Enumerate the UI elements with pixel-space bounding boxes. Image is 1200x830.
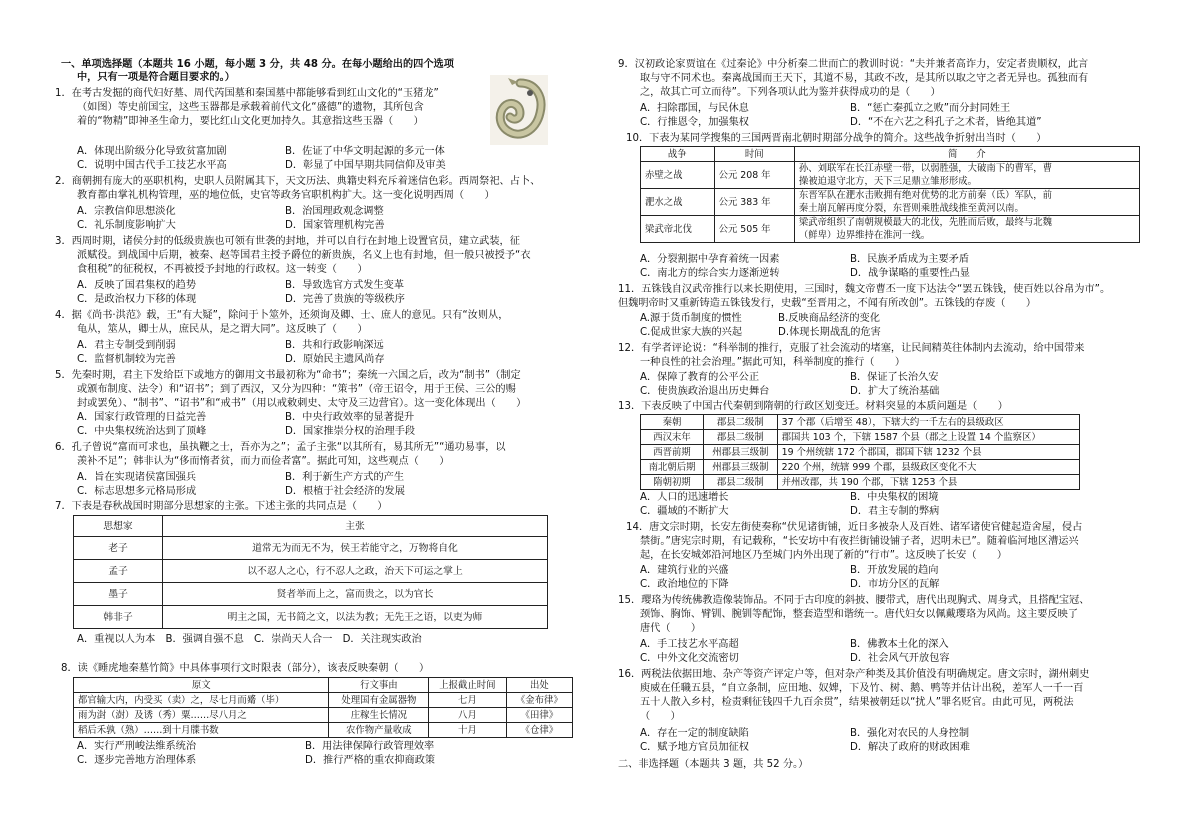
table-row <box>641 445 1080 460</box>
q4-line: 龟从，筮从，卿士从，庶民从，是之谓大同”。这反映了（ ） <box>77 324 368 335</box>
table-row <box>641 216 1140 243</box>
table-cell: 公元 383 年 <box>714 189 794 216</box>
q9-line: 9．汉初政论家贾谊在《过秦论》中分析秦二世而亡的教训时说：“夫并兼者高诈力，安定者贵顺权，此言 <box>618 59 1089 70</box>
q3-line: 派赋役。到战国中后期，被秦、赵等国君主授予爵位的新贵族，名义上也有封地，但一般只被授予“衣 <box>77 250 531 261</box>
cell-line: 东晋军队在淝水击败拥有绝对优势的北方前秦（氐）军队，前 <box>798 190 1052 201</box>
q14-option-b[interactable]: B．开放发展的趋向 <box>850 565 939 576</box>
q11-option-c[interactable]: C.促成世家大族的兴起 <box>640 327 743 338</box>
table-cell: 贤者举而上之，富而贵之，以为官长 <box>163 583 548 606</box>
section1-title-cont: 中，只有一项是符合题目要求的。） <box>77 72 235 83</box>
q1-option-a[interactable]: A．体现出阶级分化导致贫富加剧 <box>77 146 227 157</box>
q5-option-c[interactable]: C．中央集权统治达到了顶峰 <box>77 426 207 437</box>
q10-option-b[interactable]: B．民族矛盾成为主要矛盾 <box>850 254 970 265</box>
table-cell: 墨子 <box>74 583 163 606</box>
table-cell: 以不忍人之心，行不忍人之政，治天下可运之掌上 <box>163 560 548 583</box>
table-cell: 七月 <box>429 693 506 708</box>
cell-line: 操被迫退守北方，天下三足鼎立雏形形成。 <box>798 176 977 187</box>
table-row <box>74 708 573 723</box>
q9-option-b[interactable]: B．“惩亡秦孤立之败”而分封同姓王 <box>850 103 1011 114</box>
table-header-row <box>74 516 548 537</box>
table-row <box>74 560 548 583</box>
q5-line: 或颁布制度、法令）和“诏书”；到了西汉，又分为四种：“策书”（帝王诏令，用于王侯、三公的赐 <box>77 384 516 395</box>
table-cell: 《仓律》 <box>506 723 572 738</box>
q16-line: （ ） <box>640 711 681 722</box>
table-cell: 郡县二级制 <box>704 415 778 430</box>
q8-stem: 8．读《睡虎地秦墓竹简》中具体事项行文时限表（部分），该表反映秦朝（ ） <box>61 663 430 674</box>
q10-stem: 10．下表为某同学搜集的三国两晋南北朝时期部分战争的简介。这些战争折射出当时（ ） <box>626 133 1047 144</box>
table-cell: 处理国有金属器物 <box>329 693 429 708</box>
q15-line: 15．璎珞为传统佛教造像装饰品。不同于古印度的斜披、腰带式，唐代出现胸式、周身式，且搭配宝冠、 <box>618 595 1090 606</box>
table-cell: 都官输大内，内受买（卖）之，尽七月而觱（毕） <box>74 693 329 708</box>
section1-title: 一、单项选择题（本题共 16 小题，每小题 3 分，共 48 分。在每小题给出的四个选项 <box>61 59 454 70</box>
table-row <box>74 537 548 560</box>
q9-line: 之，故其亡可立而待”。下列各项认此为鉴并获得成功的是（ ） <box>640 87 941 98</box>
q14-line: 14．唐文宗时期，长安左街使奏称“伏见诸街铺，近日多被杂人及百姓、诸军诸使官健起造舍屋，侵占 <box>626 522 1083 533</box>
q5-option-d[interactable]: D．国家推崇分权的治理手段 <box>285 426 416 437</box>
cell-line: 梁武帝组织了南朝规模最大的北伐，先胜而后败，最终与北魏 <box>798 217 1052 228</box>
q11-option-b[interactable]: B.反映商品经济的变化 <box>778 313 880 324</box>
q7-options[interactable]: A．重视以人为本 B．强调自强不息 C．崇尚天人合一 D．关注现实政治 <box>77 634 422 645</box>
table-row <box>641 460 1080 475</box>
q15-line: 唐代（ ） <box>640 623 702 634</box>
q13-option-d[interactable]: D．君主专制的弊病 <box>850 506 940 517</box>
table-cell: 37 个郡（后增至 48），下辖大约一千左右的县级政区 <box>777 415 1079 430</box>
q13-stem: 13．下表反映了中国古代秦朝到隋朝的行政区划变迁。材料突显的本质问题是（ ） <box>618 401 1008 412</box>
q8-option-b[interactable]: B．用法律保障行政管理效率 <box>305 741 435 752</box>
table-cell: 19 个州统辖 172 个郡国，郡国下辖 1232 个县 <box>777 445 1079 460</box>
table-cell <box>794 162 1139 189</box>
q3-line: 3．西周时期，诸侯分封的低级贵族也可领有世袭的封地，并可以自行在封地上设置官员，建立武装，征 <box>55 236 520 247</box>
cell-line: 秦土崩瓦解再度分裂，东晋则乘胜战线推至黄河以南。 <box>798 203 1024 214</box>
q9-option-d[interactable]: D．“不在六艺之科孔子之术者，皆绝其道” <box>850 117 1042 128</box>
q2-option-a[interactable]: A．宗教信仰思想淡化 <box>77 206 176 217</box>
q3-line: 食租税”的征税权，不再被授予封地的行政权。这一转变（ ） <box>77 264 368 275</box>
table-header-cell: 原文 <box>74 678 329 693</box>
table-cell: 明主之国，无书简之文，以法为教；无先王之语，以吏为师 <box>163 606 548 629</box>
q5-line: 5．先秦时期，君主下发给臣下或地方的御用文书最初称为“命书”；秦统一六国之后，改为“制书”（制定 <box>55 370 521 381</box>
table-row <box>641 189 1140 216</box>
table-row <box>641 162 1140 189</box>
q12-option-d[interactable]: D．扩大了统治基础 <box>850 386 940 397</box>
q3-option-c[interactable]: C．是政治权力下移的体现 <box>77 294 197 305</box>
q1-line: （如图）等史前国宝，这些玉器都是承载着前代文化“盛德”的遗物，其所包含 <box>77 102 424 113</box>
q11-line: 但魏明帝时又重新铸造五铢钱发行，史载“至晋用之，不闻有所改创”。五铢钱的存废（ ） <box>618 298 1037 309</box>
q15-option-a[interactable]: A．手工技艺水平高超 <box>640 639 739 650</box>
q9-option-a[interactable]: A．扫除郡国，与民休息 <box>640 103 749 114</box>
q1-option-b[interactable]: B．佐证了中华文明起源的多元一体 <box>285 146 445 157</box>
q10-option-a[interactable]: A．分裂割据中孕育着统一因素 <box>640 254 780 265</box>
q6-line: 羡补不足”；韩非认为“侈而惰者贫，而力而俭者富”。据此可知，这些观点（ ） <box>77 456 450 467</box>
q8-option-d[interactable]: D．推行严格的重农抑商政策 <box>305 755 436 766</box>
q14-option-a[interactable]: A．建筑行业的兴盛 <box>640 565 729 576</box>
q9-option-c[interactable]: C．行推恩令，加强集权 <box>640 117 749 128</box>
q12-line: 一种良性的社会治理。”据此可知，科举制度的推行（ ） <box>640 357 906 368</box>
table-cell: 公元 208 年 <box>714 162 794 189</box>
q14-line: 禁街。”唐宪宗时期，有记载称，“长安坊中有夜拦街铺设铺子者，迟明未已”。随着临河地区漕运兴 <box>640 536 1079 547</box>
q8-option-a[interactable]: A．实行严刑峻法维系统治 <box>77 741 197 752</box>
table-cell: 淝水之战 <box>641 189 715 216</box>
q1-line: 着的“物精”即神圣生命力，要比红山文化更加持久。其意指这些玉器（ ） <box>77 116 424 127</box>
table-cell <box>794 189 1139 216</box>
q11-line: 11．五铢钱自汉武帝推行以来长期使用，三国时，魏文帝曹丕一度下达法令“罢五铢钱，使百姓以谷帛为市”。 <box>618 284 1111 295</box>
q1-line: 1．在考古发掘的商代妇好墓、周代芮国墓和秦国墓中都能够看到红山文化的“玉猪龙” <box>55 88 439 99</box>
cell-line: 孙、刘联军在长江赤壁一带，以弱胜强，大破南下的曹军，曹 <box>798 163 1052 174</box>
q2-option-b[interactable]: B．治国理政观念调整 <box>285 206 384 217</box>
q15-option-b[interactable]: B．佛教本土化的深入 <box>850 639 949 650</box>
table-cell: 稻后禾孰（熟）……到十月牒书数 <box>74 723 329 738</box>
table-header-cell: 出处 <box>506 678 572 693</box>
cell-line: （鲜卑）边界维持在淮河一线。 <box>798 230 931 241</box>
q13-option-b[interactable]: B．中央集权的困境 <box>850 492 939 503</box>
table-row <box>641 430 1080 445</box>
table-cell: 西汉末年 <box>641 430 704 445</box>
table-cell: 老子 <box>74 537 163 560</box>
table-header-row <box>641 147 1140 162</box>
table-cell: 南北朝后期 <box>641 460 704 475</box>
q3-option-b[interactable]: B．导致选官方式发生变革 <box>285 280 405 291</box>
q15-option-c[interactable]: C．中外文化交流密切 <box>640 653 739 664</box>
table-cell: 梁武帝北伐 <box>641 216 715 243</box>
q11-option-d[interactable]: D.体现长期战乱的危害 <box>778 327 881 338</box>
table-header-cell: 简 介 <box>794 147 1139 162</box>
q4-option-d[interactable]: D．原始民主遗风尚存 <box>285 354 385 365</box>
q3-option-a[interactable]: A．反映了国君集权的趋势 <box>77 280 197 291</box>
table-cell: 赤壁之战 <box>641 162 715 189</box>
table-header-cell: 思想家 <box>74 516 163 537</box>
table-cell: 农作物产量收成 <box>329 723 429 738</box>
q13-option-c[interactable]: C．疆域的不断扩大 <box>640 506 729 517</box>
q6-line: 6．孔子曾说“富而可求也，虽执鞭之士，吾亦为之”；孟子主张“以其所有，易其所无”“通功易事，以 <box>55 442 506 453</box>
table-header-cell: 上报截止时间 <box>429 678 506 693</box>
q15-option-d[interactable]: D．社会风气开放包容 <box>850 653 950 664</box>
q1-option-c[interactable]: C．说明中国古代手工技艺水平高 <box>77 160 227 171</box>
q14-option-c[interactable]: C．政治地位的下降 <box>640 579 729 590</box>
table-cell: 220 个州，统辖 999 个郡，县级政区变化不大 <box>777 460 1079 475</box>
q12-line: 12．有学者评论说：“科举制的推行，克服了社会流动的堵塞，让民间精英往体制内去流动，给中国带来 <box>618 343 1085 354</box>
table-cell: 《田律》 <box>506 708 572 723</box>
q14-line: 起，在长安城郊沿河地区乃至城门内外出现了新的“行市”。这反映了长安（ ） <box>640 550 1008 561</box>
table-header-row <box>74 678 573 693</box>
table-row <box>641 415 1080 430</box>
table-header-cell: 行文事由 <box>329 678 429 693</box>
q2-line: 2．商朝拥有庞大的巫职机构，史职人员附属其下，天文历法、典籍史料充斥着迷信色彩。西周祭祀、占卜、 <box>55 176 541 187</box>
table-row <box>641 475 1080 490</box>
q16-option-c[interactable]: C．赋予地方官员加征权 <box>640 742 749 753</box>
q16-option-a[interactable]: A．存在一定的制度缺陷 <box>640 728 749 739</box>
table-cell: 雨为湗（澍）及诱（秀）粟……尽八月之 <box>74 708 329 723</box>
q16-line: 庾威在任職五县，“自立条制，应田地、奴婢，下及竹、树、鹅、鸭等并估计出税，差军人一千一百 <box>640 683 1084 694</box>
q10-option-c[interactable]: C．南北方的综合实力逐渐逆转 <box>640 268 780 279</box>
q11-option-a[interactable]: A.源于货币制度的惯性 <box>640 313 742 324</box>
table-cell: 西晋前期 <box>641 445 704 460</box>
q8-table <box>73 677 573 738</box>
table-header-cell: 战争 <box>641 147 715 162</box>
table-cell: 隋朝初期 <box>641 475 704 490</box>
q15-line: 颈饰、胸饰、臂钏、腕钏等配饰，整套造型和谐统一。唐代妇女以佩戴璎珞为风尚。这主要反映了 <box>640 609 1079 620</box>
q7-stem: 7．下表是春秋战国时期部分思想家的主张。下述主张的共同点是（ ） <box>55 501 388 512</box>
q2-option-c[interactable]: C．礼乐制度影响扩大 <box>77 220 176 231</box>
q2-option-d[interactable]: D．国家管理机构完善 <box>285 220 385 231</box>
q7-table <box>73 515 548 629</box>
q12-option-b[interactable]: B．保证了长治久安 <box>850 372 939 383</box>
q8-option-c[interactable]: C．逐步完善地方治理体系 <box>77 755 197 766</box>
q13-table <box>640 414 1080 490</box>
table-cell <box>794 216 1139 243</box>
table-row <box>74 583 548 606</box>
table-cell: 郡县二级制 <box>704 430 778 445</box>
table-cell: 十月 <box>429 723 506 738</box>
table-cell: 公元 505 年 <box>714 216 794 243</box>
table-cell: 并州改郡，共 190 个郡，下辖 1253 个县 <box>777 475 1079 490</box>
q6-option-c[interactable]: C．标志思想多元格局形成 <box>77 486 197 497</box>
q16-line: 16．两税法依据田地、杂产等资产评定户等，但对杂产种类及其价值没有明确规定。唐文宗时，湖州刺史 <box>618 669 1090 680</box>
table-cell: 道常无为而无不为，侯王若能守之，万物将自化 <box>163 537 548 560</box>
q12-option-c[interactable]: C．使贵族政治退出历史舞台 <box>640 386 770 397</box>
q5-line: 封或罢免）、“制书”、“诏书”和“戒书”（用以戒敕刺史、太守及三边营官）。这一变化体现出（ ） <box>77 398 527 409</box>
table-cell: 秦朝 <box>641 415 704 430</box>
q5-option-b[interactable]: B．中央行政效率的显著提升 <box>285 412 415 423</box>
q12-option-a[interactable]: A．保障了教育的公平公正 <box>640 372 760 383</box>
q4-line: 4．据《尚书·洪范》载，王“有大疑”，除问于卜筮外，还须询及卿、士、庶人的意见。只有“汝则从， <box>55 310 509 321</box>
q3-option-d[interactable]: D．完善了贵族的等级秩序 <box>285 294 405 305</box>
q9-line: 取与守不同术也。秦离战国而王天下，其道不易，其政不改，是其所以取之守之者无异也。孤独而有 <box>640 73 1089 84</box>
section2-title: 二、非选择题（本题共 3 题，共 52 分。） <box>618 759 809 770</box>
table-cell: 郡县二级制 <box>704 475 778 490</box>
jade-pig-dragon-image <box>490 75 548 145</box>
table-row <box>74 723 573 738</box>
q4-option-c[interactable]: C．监督机制较为完善 <box>77 354 176 365</box>
q13-option-a[interactable]: A．人口的迅速增长 <box>640 492 729 503</box>
table-cell: 孟子 <box>74 560 163 583</box>
q4-option-a[interactable]: A．君主专制受到削弱 <box>77 340 176 351</box>
q6-option-b[interactable]: B．利于新生产方式的产生 <box>285 472 405 483</box>
q4-option-b[interactable]: B．共和行政影响深远 <box>285 340 384 351</box>
q14-option-d[interactable]: D．市坊分区的瓦解 <box>850 579 940 590</box>
q2-line: 教育都由掌礼机构管理，巫的地位低，史官等政务官职机构扩大。这一变化说明西周（ ） <box>77 190 495 201</box>
q16-option-b[interactable]: B．强化对农民的人身控制 <box>850 728 970 739</box>
table-row <box>74 606 548 629</box>
table-cell: 郡国共 103 个，下辖 1587 个县（郡之上设置 14 个监察区） <box>777 430 1079 445</box>
table-header-cell: 时间 <box>714 147 794 162</box>
q6-option-d[interactable]: D．根植于社会经济的发展 <box>285 486 405 497</box>
q10-table <box>640 146 1140 243</box>
table-cell: 庄稼生长情况 <box>329 708 429 723</box>
q10-option-d[interactable]: D．战争谋略的重要性凸显 <box>850 268 970 279</box>
table-cell: 八月 <box>429 708 506 723</box>
q16-option-d[interactable]: D．解决了政府的财政困难 <box>850 742 970 753</box>
q16-line: 五十人散入乡村，检责剩征钱四千九百余贯”，结果被朝廷以“扰人”罪名贬官。由此可见，两税法 <box>640 697 1074 708</box>
table-cell: 州郡县三级制 <box>704 445 778 460</box>
q6-option-a[interactable]: A．旨在实现诸侯富国强兵 <box>77 472 197 483</box>
table-cell: 韩非子 <box>74 606 163 629</box>
q1-option-d[interactable]: D．彰显了中国早期共同信仰及审美 <box>285 160 446 171</box>
table-row <box>74 693 573 708</box>
table-cell: 州郡县三级制 <box>704 460 778 475</box>
table-cell: 《金布律》 <box>506 693 572 708</box>
table-header-cell: 主张 <box>163 516 548 537</box>
q5-option-a[interactable]: A．国家行政管理的日益完善 <box>77 412 207 423</box>
